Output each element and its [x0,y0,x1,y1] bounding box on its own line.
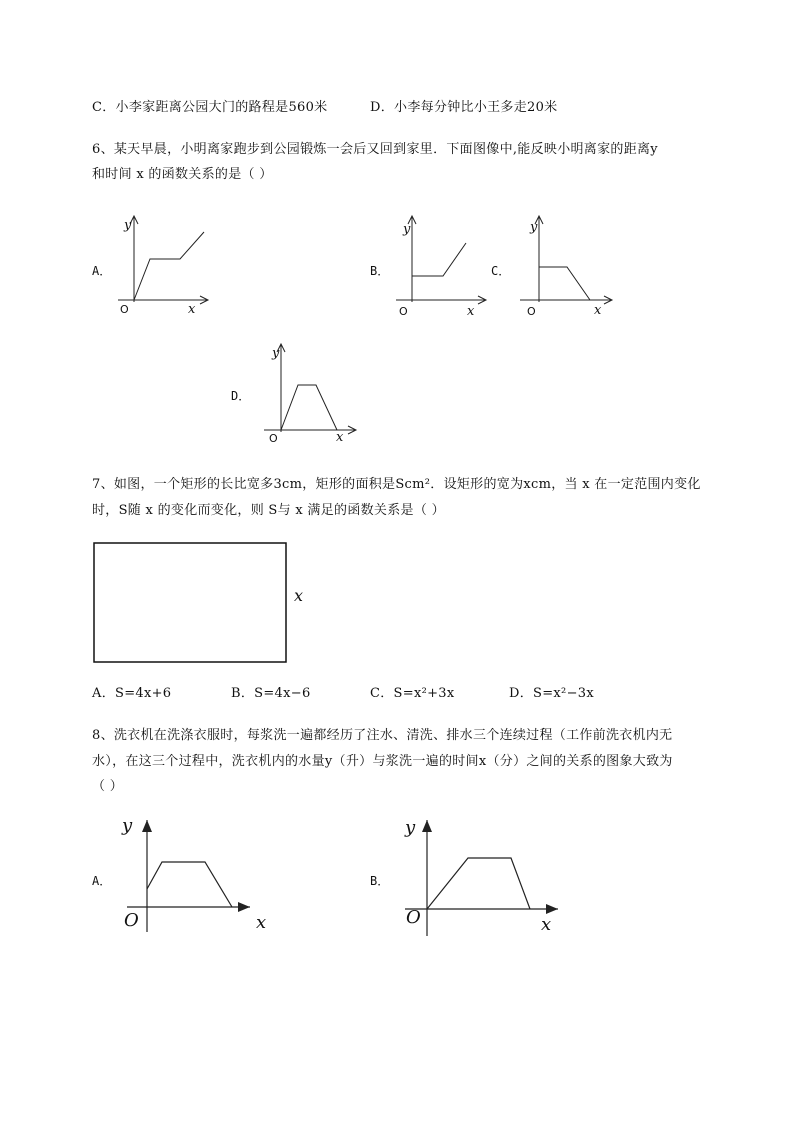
q6-graph-d-y-label: y [272,346,280,361]
q6-graph-d-origin: O [269,432,278,445]
q6-graph-a-origin: O [120,303,129,316]
q8-option-a-label: A． [92,874,112,888]
q7-rectangle-side-label: x [294,586,304,605]
q6-graph-b-y-label: y [403,222,411,237]
q8-option-b-label: B． [370,874,390,888]
q6-question-line1: 6、某天早晨，小明离家跑步到公园锻炼一会后又回到家里．下面图像中,能反映小明离家的距离y [92,142,658,157]
q6-graph-c-y-label: y [530,220,538,235]
q8-graph-b-origin: O [406,907,421,928]
q6-graph-b-x-label: x [467,304,475,319]
q6-graph-c-x-label: x [594,303,602,318]
q8-question-line1: 8、洗衣机在洗涤衣服时，每浆洗一遍都经历了注水、清洗、排水三个连续过程（工作前洗衣机内无 [92,728,673,743]
q8-graph-b-x-label: x [541,914,552,935]
q6-option-b-label: B． [370,264,390,278]
q8-graph-a-origin: O [124,910,139,931]
q6-graph-d-x-label: x [336,430,344,445]
q5-option-c: C．小李家距离公园大门的路程是560米 [92,100,328,115]
q6-graph-b-origin: O [399,305,408,318]
q6-question-line2: 和时间 x 的函数关系的是（ ） [92,167,273,182]
q7-question-line1: 7、如图，一个矩形的长比宽多3cm，矩形的面积是Scm²．设矩形的宽为xcm，当 x 在一定范围内变化 [92,477,701,492]
q7-option-d: D．S=x²−3x [509,686,594,701]
q7-option-b: B．S=4x−6 [231,686,311,701]
q7-question-line2: 时，S随 x 的变化而变化，则 S与 x 满足的函数关系是（ ） [92,503,445,518]
q6-option-c-label: C． [491,264,511,278]
q8-question-line3: （ ） [92,779,124,794]
q8-graph-a-x-label: x [256,912,267,933]
q8-graph-b-y-label: y [405,817,416,838]
q6-graph-a-x-label: x [188,302,196,317]
q6-graph-a-y-label: y [124,218,132,233]
q6-option-d-label: D． [231,389,251,403]
q7-option-c: C．S=x²+3x [370,686,455,701]
q7-option-a: A．S=4x+6 [92,686,172,701]
q5-option-d: D．小李每分钟比小王多走20米 [370,100,558,115]
q6-graph-c-origin: O [527,305,536,318]
q6-option-a-label: A． [92,264,112,278]
q8-question-line2: 水），在这三个过程中，洗衣机内的水量y（升）与浆洗一遍的时间x（分）之间的关系的图象大致为 [92,754,673,769]
q8-graph-a-y-label: y [122,815,133,836]
